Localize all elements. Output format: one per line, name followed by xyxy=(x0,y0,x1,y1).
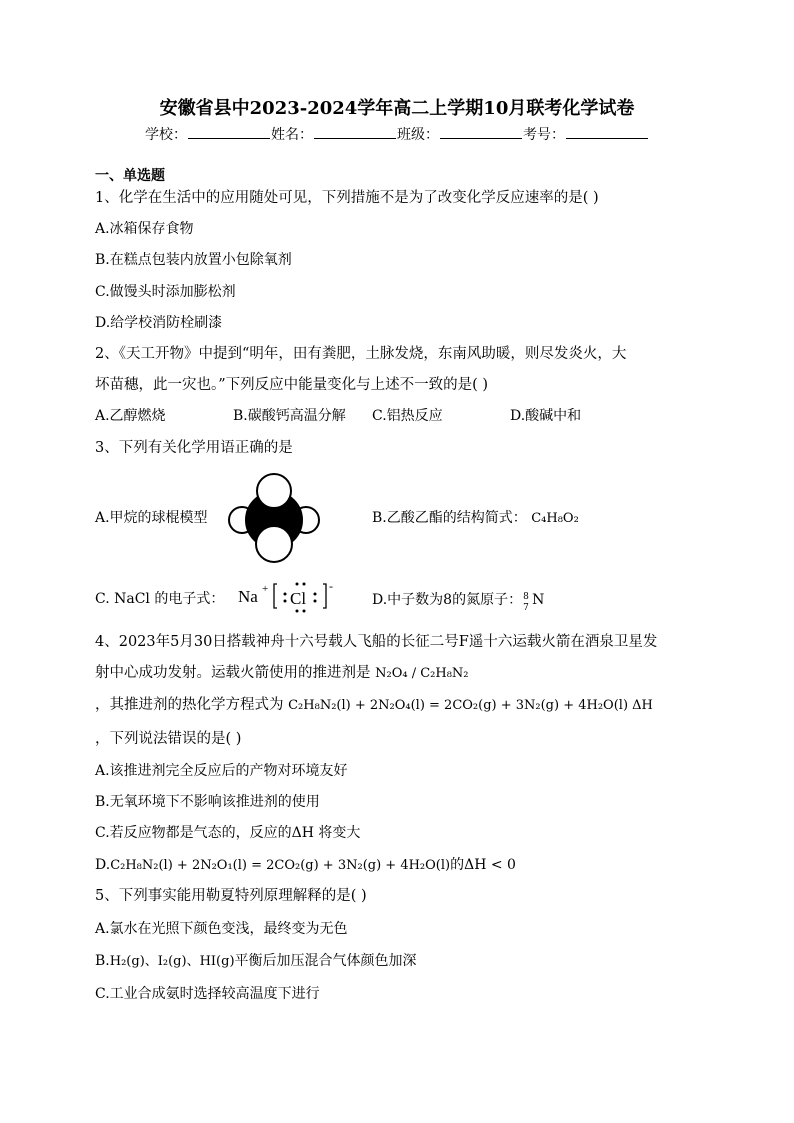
q4-option-a[interactable]: A.该推进剂完全反应后的产物对环境友好 xyxy=(95,763,348,779)
q4-option-d-suffix: 的ΔH < 0 xyxy=(450,857,516,873)
q4-option-d-prefix: D. xyxy=(95,857,111,873)
q4-stem-line3 xyxy=(95,695,653,716)
svg-text:+: + xyxy=(262,583,269,595)
q2-option-c[interactable]: C.铝热反应 xyxy=(372,408,443,424)
class-label: 班级： xyxy=(397,127,439,143)
methane-ball-model-icon xyxy=(228,472,320,564)
q3-option-b[interactable] xyxy=(372,508,579,529)
svg-text:-: - xyxy=(329,579,333,593)
q3-option-a[interactable]: A.甲烷的球棍模型 xyxy=(95,510,208,526)
id-label: 考号： xyxy=(523,127,565,143)
na-symbol: Na xyxy=(238,587,258,606)
name-blank[interactable] xyxy=(314,124,396,139)
q2-option-b[interactable]: B.碳酸钙高温分解 xyxy=(233,408,346,424)
student-info-line xyxy=(0,124,794,145)
q2-stem-line2: 坏苗穗，此一灾也。”下列反应中能量变化与上述不一致的是( ) xyxy=(95,377,489,393)
thermochemical-equation: C₂H₈N₂(l) + 2N₂O₄(l) = 2CO₂(g) + 3N₂(g) + 4H₂O(l) ΔH xyxy=(288,698,653,713)
q4-stem-line4: ，下列说法错误的是( ) xyxy=(95,731,242,747)
page-title: 安徽省县中2023-2024学年高二上学期10月联考化学试卷 xyxy=(159,98,635,119)
school-label: 学校： xyxy=(145,127,187,143)
q4-stem-line1: 4、2023年5月30日搭载神舟十六号载人飞船的长征二号F遥十六运载火箭在酒泉卫星发 xyxy=(95,634,658,650)
q1-option-d[interactable]: D.给学校消防栓刷漆 xyxy=(95,315,223,331)
q3-option-b-formula: C₄H₈O₂ xyxy=(531,511,579,526)
q3-stem: 3、下列有关化学用语正确的是 xyxy=(95,440,293,456)
q4-stem-line3-text: ，其推进剂的热化学方程式为 xyxy=(95,697,284,713)
id-blank[interactable] xyxy=(566,124,648,139)
q5-option-c[interactable]: C.工业合成氨时选择较高温度下进行 xyxy=(95,986,320,1002)
q5-option-b[interactable] xyxy=(95,951,417,972)
q4-stem-line2-text: 射中心成功发射。运载火箭使用的推进剂是 xyxy=(95,665,371,681)
nitrogen-isotope-notation: 8 7 xyxy=(523,592,529,613)
cl-symbol: Cl xyxy=(290,589,307,608)
q2-stem-line1: 2、《天工开物》中提到“明年，田有粪肥，土脉发烧，东南风助暖，则尽发炎火，大 xyxy=(95,346,627,362)
school-blank[interactable] xyxy=(188,124,270,139)
q4-stem-line2 xyxy=(95,663,469,684)
q5-option-b-prefix: B. xyxy=(95,953,110,969)
q3-option-c[interactable]: C. NaCl 的电子式： xyxy=(95,591,225,607)
propellant-formula: N₂O₄ / C₂H₈N₂ xyxy=(375,666,469,681)
name-label: 姓名： xyxy=(271,127,313,143)
q1-stem: 1、化学在生活中的应用随处可见，下列措施不是为了改变化学反应速率的是( ) xyxy=(95,190,599,206)
q5-option-b-species: H₂(g)、I₂(g)、HI(g) xyxy=(109,954,235,969)
q4-option-b[interactable]: B.无氧环境下不影响该推进剂的使用 xyxy=(95,794,320,810)
section-heading: 一、单选题 xyxy=(95,168,165,184)
q3-option-d[interactable] xyxy=(372,589,544,611)
nacl-electron-formula xyxy=(234,576,344,616)
q1-option-c[interactable]: C.做馒头时添加膨松剂 xyxy=(95,284,236,300)
q3-option-d-label: D.中子数为8的氮原子： xyxy=(372,592,523,608)
q4-option-d-equation: C₂H₈N₂(l) + 2N₂O₁(l) = 2CO₂(g) + 3N₂(g) + 4H₂O(l) xyxy=(110,858,451,873)
q1-option-a[interactable]: A.冰箱保存食物 xyxy=(95,221,194,237)
q3-option-b-label: B.乙酸乙酯的结构简式： xyxy=(372,510,527,526)
q5-stem: 5、下列事实能用勒夏特列原理解释的是( ) xyxy=(95,888,367,904)
class-blank[interactable] xyxy=(440,124,522,139)
q5-option-a[interactable]: A.氯水在光照下颜色变浅，最终变为无色 xyxy=(95,921,348,937)
q5-option-b-suffix: 平衡后加压混合气体颜色加深 xyxy=(234,953,417,969)
q1-option-b[interactable]: B.在糕点包装内放置小包除氧剂 xyxy=(95,252,292,268)
nitrogen-symbol: N xyxy=(532,592,545,608)
q4-option-d[interactable] xyxy=(95,855,516,876)
q4-option-c[interactable]: C.若反应物都是气态的，反应的ΔH 将变大 xyxy=(95,825,361,841)
q2-option-d[interactable]: D.酸碱中和 xyxy=(510,408,582,424)
q2-option-a[interactable]: A.乙醇燃烧 xyxy=(95,408,166,424)
